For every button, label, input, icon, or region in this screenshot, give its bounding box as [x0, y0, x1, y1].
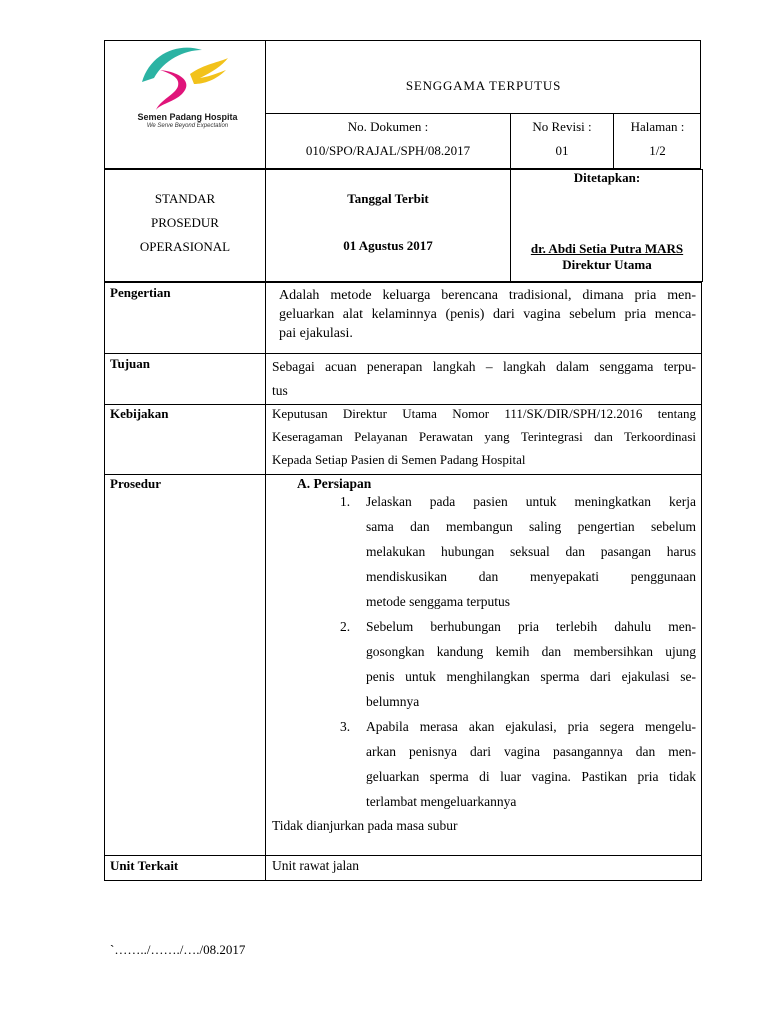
document-title: SENGGAMA TERPUTUS — [405, 78, 562, 93]
approver-name: dr. Abdi Setia Putra MARS — [530, 241, 684, 256]
doc-number-value: 010/SPO/RAJAL/SPH/08.2017 — [305, 143, 471, 158]
hospital-logo — [120, 44, 255, 136]
step-line: melakukan hubungan seksual dan pasangan harus — [366, 544, 696, 559]
prosedur-label: Prosedur — [110, 476, 162, 491]
issue-date-value: 01 Agustus 2017 — [343, 238, 433, 253]
tujuan-text — [272, 355, 696, 403]
prosedur-heading: A. Persiapan — [297, 476, 372, 491]
kebijakan-line-3: Kepada Setiap Pasien di Semen Padang Hospital — [272, 452, 526, 467]
kebijakan-line-1: Keputusan Direktur Utama Nomor 111/SK/DIR/SPH/12.2016 tentang — [272, 406, 696, 421]
row-divider-unit — [104, 855, 702, 856]
step-line: Apabila merasa akan ejakulasi, pria segera mengelu- — [366, 719, 696, 734]
step-line: terlambat mengeluarkannya — [366, 794, 517, 809]
unit-terkait-label: Unit Terkait — [110, 858, 179, 873]
tujuan-line-1: Sebagai acuan penerapan langkah – langkah dalam senggama terpu- — [272, 359, 696, 374]
pengertian-label: Pengertian — [110, 285, 171, 300]
pengertian-line-3: pai ejakulasi. — [279, 326, 353, 341]
row-divider-tujuan — [104, 353, 702, 354]
unit-terkait-value: Unit rawat jalan — [272, 858, 359, 873]
step-line: metode senggama terputus — [366, 594, 510, 609]
step-line: gosongkan kandung kemih dan membersihkan ujung — [366, 644, 696, 659]
page-label: Halaman : — [630, 119, 685, 134]
logo-yellow-swoosh — [190, 58, 228, 84]
step-line: sama dan membangun saling pengertian sebelum — [366, 519, 696, 534]
content-divider — [265, 282, 266, 881]
doc-number-label: No. Dokumen : — [347, 119, 429, 134]
logo-magenta-swoosh — [156, 70, 186, 110]
step-number: 1. — [340, 494, 351, 509]
step-line: arkan penisnya dari vagina pasangannya dan men- — [366, 744, 696, 759]
sop-divider-1 — [265, 169, 266, 282]
sop-label-line2: PROSEDUR — [151, 215, 219, 230]
approved-label: Ditetapkan: — [573, 170, 641, 185]
sop-label-line3: OPERASIONAL — [139, 239, 231, 254]
step-line: penis untuk menghilangkan sperma dari ejakulasi se- — [366, 669, 696, 684]
tujuan-label: Tujuan — [110, 356, 150, 371]
kebijakan-text — [272, 402, 696, 471]
header-divider-title — [265, 113, 701, 114]
sop-label-line1: STANDAR — [154, 191, 216, 206]
logo-tagline: We Serve Beyond Expectation — [146, 123, 229, 129]
footer-date: `……../……./…./08.2017 — [110, 942, 246, 957]
step-line: Sebelum berhubungan pria terlebih dahulu men- — [366, 619, 696, 634]
logo-brand-text: Semen Padang Hospita — [137, 112, 238, 122]
prosedur-note: Tidak dianjurkan pada masa subur — [272, 818, 458, 833]
approver-title: Direktur Utama — [562, 257, 652, 272]
step-number: 2. — [340, 619, 351, 634]
tujuan-line-2: tus — [272, 383, 288, 398]
revision-label: No Revisi : — [532, 119, 592, 134]
step-line: Jelaskan pada pasien untuk meningkatkan kerja — [366, 494, 696, 509]
page-value: 1/2 — [649, 143, 666, 158]
kebijakan-line-2: Keseragaman Pelayanan Perawatan yang Terintegrasi dan Terkoordinasi — [272, 429, 696, 444]
revision-value: 01 — [555, 143, 569, 158]
step-number: 3. — [340, 719, 351, 734]
pengertian-line-1: Adalah metode keluarga berencana tradisional, dimana pria men- — [279, 288, 696, 303]
pengertian-line-2: geluarkan alat kelaminnya (penis) dari vagina sebelum pria menca- — [279, 307, 696, 322]
pengertian-text — [279, 286, 696, 343]
row-divider-prosedur — [104, 474, 702, 475]
logo-mark-icon — [120, 44, 255, 114]
step-line: geluarkan sperma di luar vagina. Pastikan pria tidak — [366, 769, 696, 784]
step-line: belumnya — [366, 694, 420, 709]
kebijakan-label: Kebijakan — [110, 406, 169, 421]
issue-date-label: Tanggal Terbit — [347, 191, 429, 206]
step-line: mendiskusikan dan menyepakati penggunaan — [366, 569, 696, 584]
